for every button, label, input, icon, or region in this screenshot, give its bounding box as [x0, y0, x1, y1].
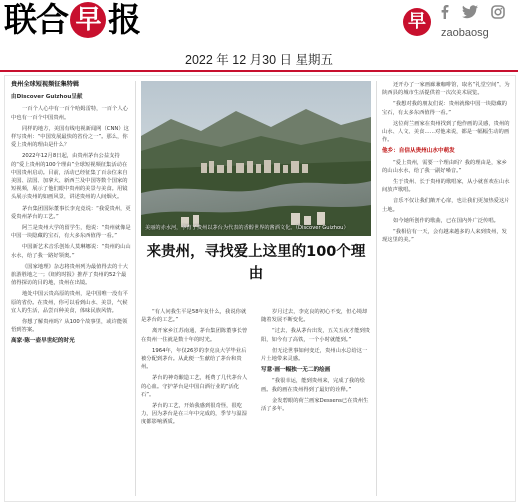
- section-heading: 写意·画一幅独一无二的绘画: [261, 367, 331, 374]
- chishui-river-landscape-image: [141, 81, 371, 236]
- article-paragraph: 你想了解贵州吗？从100个故事里，或许能领悟到答案。: [11, 319, 128, 334]
- section-heading: 高家·陈一壶早世纪的时光: [11, 338, 75, 345]
- article-paragraph: 阿兰是贵州大学的留学生，他说：“贵州就像是中国一块隐藏的宝石，有大多东西值得一看。”: [11, 225, 131, 240]
- article-paragraph: 地处中国云贵高原的贵州，是中国唯一没有平原的省份。在贵州，你可以看到山水、美景，气候宜人的生活，品尝百种美食，体味民族风情。: [11, 291, 128, 314]
- article-paragraph: 同样的地方，美国有线电视新闻网（CNN）这样写贵州：“中国发展最快的省份之一”。那么，你爱上贵州的理由是什么？: [11, 125, 129, 149]
- article-paragraph: 生于贵州、长于贵州的歌唱家，从小就喜欢在山水间放声歌唱。: [382, 179, 510, 194]
- middle-column-1: [141, 308, 251, 430]
- photo-caption: 美丽的赤水河，孕育了贵州以茅台为代表的香醇世界的酱酒文化。（Discover Guizhou）: [145, 225, 349, 231]
- article-paragraph: “我相信有一天，会有越来越多的人来到贵州，发现这里的美。”: [382, 229, 507, 244]
- feature-photo[interactable]: [141, 81, 371, 236]
- logo-part2: 报: [108, 0, 140, 39]
- article-paragraph: 但无论世事如何变迁，贵州山水总给这一片土地带来灵感。: [261, 347, 368, 363]
- article-paragraph: 茅台的神奇酿造工艺，耗费了几代茅台人的心血。守护茅台是中国白酒行业的“活化石”。: [141, 375, 248, 398]
- article-paragraph: 茅台的工艺，开始我感到很奇怪，很吃力，因为茅台是在三年中完成的，季节与温湿度都影响酒质。: [141, 403, 247, 426]
- twitter-icon[interactable]: [462, 5, 478, 23]
- column-divider: [376, 81, 377, 496]
- publication-date: 2022 年 12 月30 日 星期五: [185, 53, 333, 67]
- article-paragraph: 中国新艺术音乐创始人莫琳娜说：“贵州的山山水水，给了我一路好领奥。”: [11, 244, 131, 259]
- social-icons: [440, 4, 513, 22]
- newspaper-logo[interactable]: [4, 0, 140, 40]
- article-paragraph: “爱上贵州，需要一个理由吗？我的理由是，家乡的山山水水，给了我一副好嗓音。”: [382, 159, 507, 174]
- article-paragraph: 还开办了一家画廊兼咖啡馆，取名“礼堂空间”，为陕西县的城市生活提供着一次次美术展览。: [382, 82, 510, 97]
- brand-handle: zaobaosg: [441, 27, 489, 39]
- logo-part1: 联合: [4, 0, 68, 39]
- article-paragraph: “我很幸运，能到贵州来，完成了我的绘画。我的画在贵州得到了最好的诠释。”: [261, 378, 365, 393]
- article-paragraph: 如今她所创作的歌曲，已在国内外广泛传唱。: [393, 217, 499, 224]
- article-paragraph: 这位荷兰画家在贵州找到了他作画的灵感，贵州的山水、人文、美食……对他来说，都是一幅幅生动的画作。: [382, 120, 510, 144]
- article-paragraph: “有人问我生平是58年复什么，我说你就是茅台的工艺。”: [141, 309, 247, 324]
- article-paragraph: 2022年12月8日起，由贵州茅台公益支持的“爱上贵州的100个理由”全球短视频征集活动在中国贵州启动。目前，活动已经征集了百余位来自美国、法国、加拿大、新西兰及中国等数个国家的短视频，展示了他们眼中贵州的美景与美食。用镜头展示贵州的如画风景，讲述贵州的人间烟火。: [11, 153, 128, 201]
- right-column: [382, 81, 510, 247]
- logo-badge: 早: [70, 2, 106, 38]
- special-feature-header: 贵州全球短视频征集特辑: [11, 81, 80, 88]
- article-paragraph: 《国家地理》杂志将贵州列为最值得去的十大旅游胜地之一；《纽约时报》推荐了贵州的52个最值得探访的目的地，贵州在出镜。: [11, 263, 128, 287]
- app-icon[interactable]: 早: [403, 8, 431, 36]
- article-headline[interactable]: 来贵州，寻找爱上这里的100个理由: [146, 244, 366, 282]
- left-column: [11, 81, 131, 349]
- article-paragraph: 音乐不仅让我们敞开心扉，也让我们更加热爱这片土地。: [382, 198, 510, 213]
- article-paragraph: “我想对我的朋友们说：贵州就像中国一块隐藏的宝石，有太多东西值得一看。”: [382, 101, 507, 116]
- article-paragraph: 1964年，年仅26岁的李克良大学毕业后被分配到茅台。从此便一生献给了茅台和贵州。: [141, 347, 247, 371]
- article-paragraph: “过去，我从茅台出发，五关五夜才能到贵阳，如今有了高铁，一个小时就能到。”: [261, 328, 371, 343]
- section-heading: 他乡：自信从贵州山水中萌发: [382, 148, 455, 155]
- article-paragraph: 离开家乡江苏南通，茅台集团陈董事长曾在贵州一住就是数十年的时光。: [141, 328, 248, 343]
- facebook-icon[interactable]: [440, 4, 449, 23]
- instagram-icon[interactable]: [491, 5, 505, 23]
- column-divider: [135, 81, 136, 496]
- middle-column-2: [261, 308, 371, 416]
- header-divider: [0, 70, 518, 72]
- newspaper-page: [4, 75, 516, 502]
- article-paragraph: 一百个人心中有一百个哈姆雷特，一百个人心中也有一百个中国贵州。: [11, 106, 128, 121]
- article-paragraph: 金发碧眼的荷兰画家Dessens已在贵州生活了多年。: [261, 397, 369, 413]
- article-paragraph: 岁月过去，李克良的初心不变，但心境却随着发展不断变化。: [261, 309, 368, 324]
- article-paragraph: 茅台集团国际董事长李克竟说：“我爱贵州，更爱贵州茅台的工艺。”: [11, 205, 131, 220]
- masthead: [0, 0, 518, 42]
- byline: 由Discover Guizhou呈献: [11, 94, 83, 101]
